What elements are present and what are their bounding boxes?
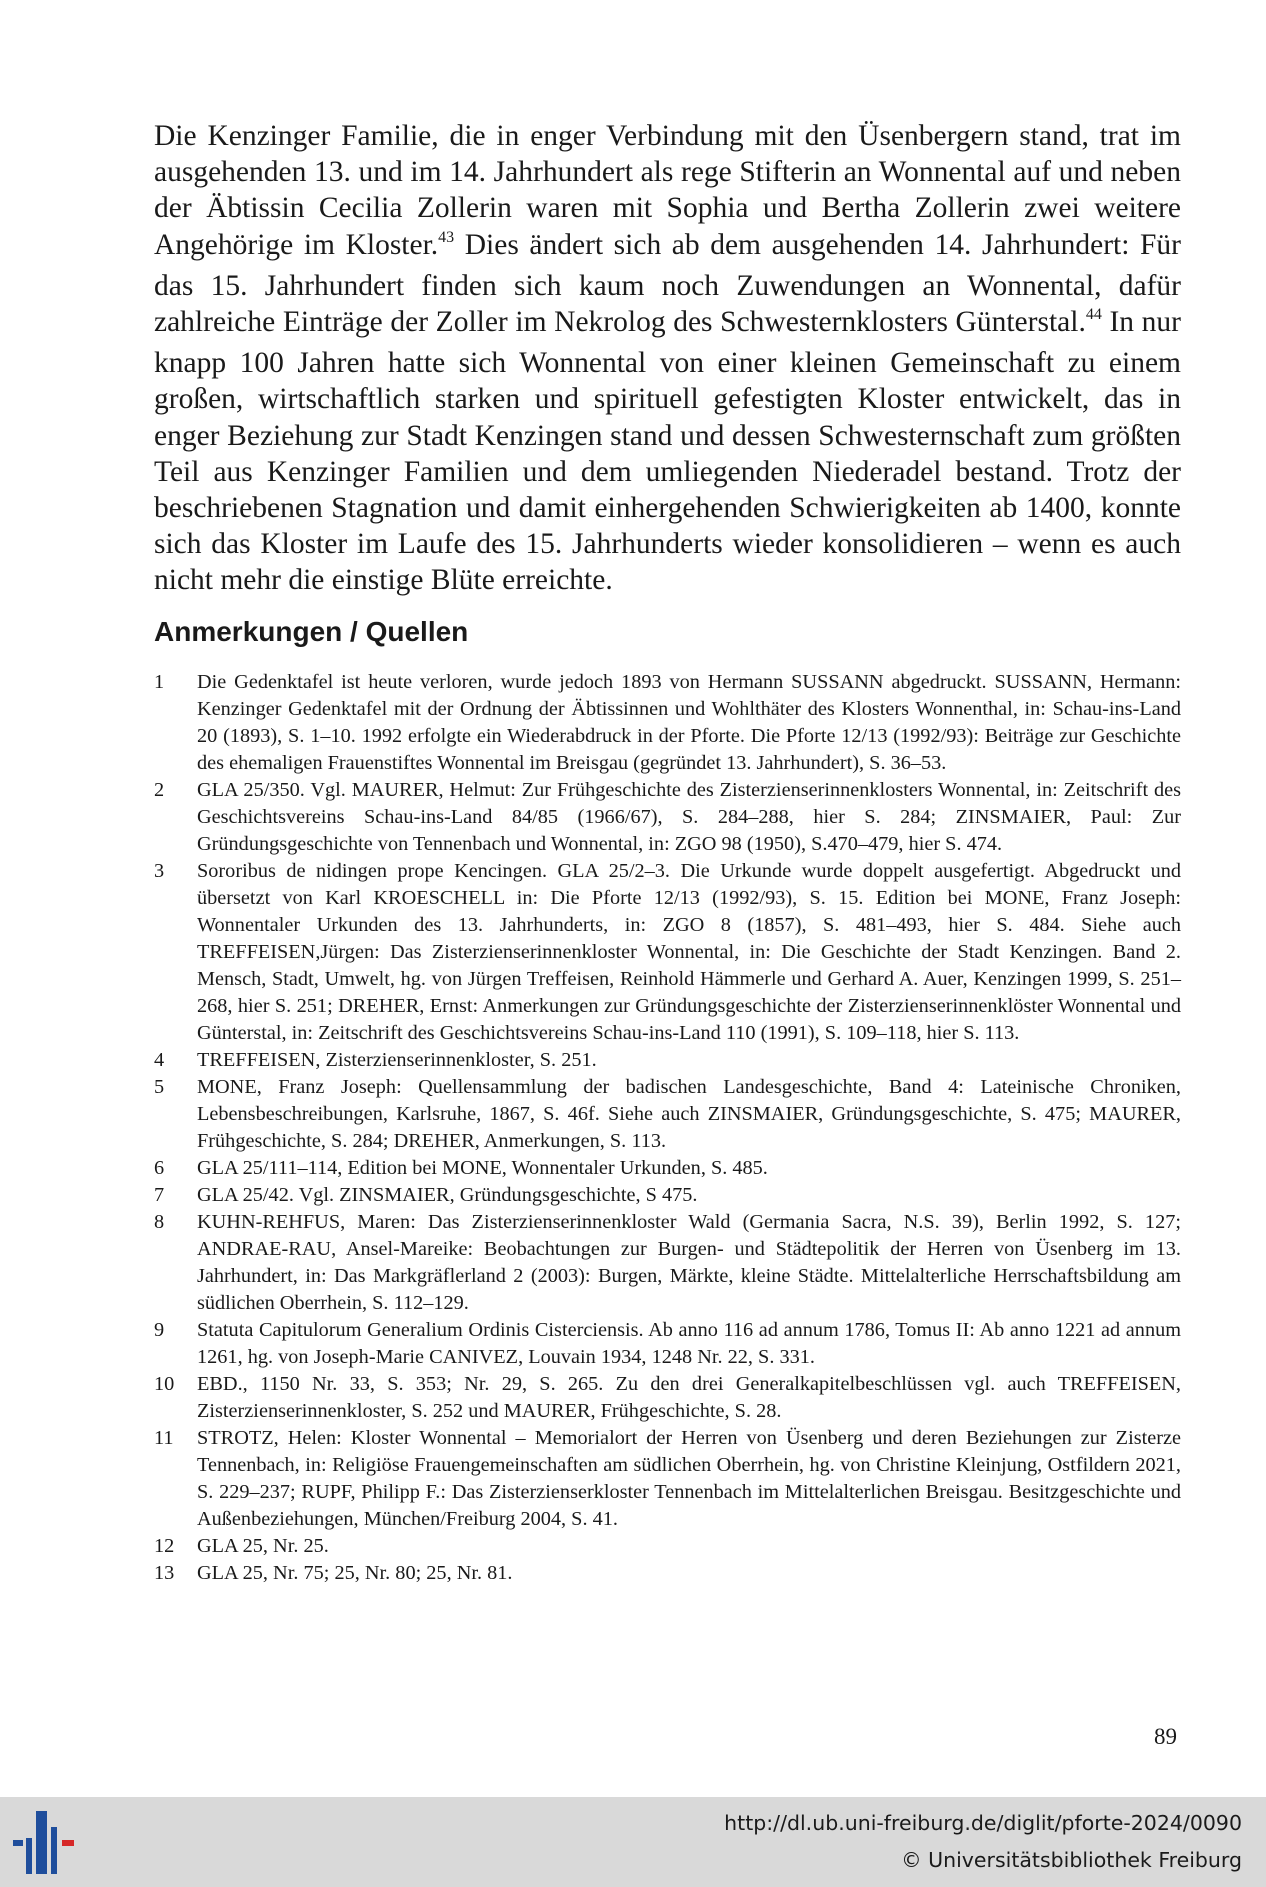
- endnote-text: TREFFEISEN, Zisterzienserinnenkloster, S. 251.: [197, 1049, 597, 1071]
- endnote: [154, 858, 1181, 1047]
- endnote-text: GLA 25/42. Vgl. ZINSMAIER, Gründungsgeschichte, S 475.: [197, 1184, 698, 1206]
- body-text-part-2: Dies ändert sich ab dem ausgehenden 14. Jahrhundert: Für das 15. Jahrhundert finden sich kaum noch Zuwendungen an Wonnental, dafür zahlreiche Einträge der Zoller im Nekrolog des Schwesternklosters Günterstal.: [154, 228, 1181, 339]
- endnote-text: Sororibus de nidingen prope Kencingen. GLA 25/2–3. Die Urkunde wurde doppelt ausgefertigt. Abgedruckt und übersetzt von Karl KROESCHELL in: Die Pforte 12/13 (1992/93), S. 15. Edition bei MONE, Franz Joseph: Wonnentaler Urkunden des 13. Jahrhunderts, in: ZGO 8 (1857), S. 481–493, hier S. 484. Siehe auch TREFFEISEN,Jürgen: Das Zisterzienserinnenkloster Wonnental, in: Die Geschichte der Stadt Kenzingen. Band 2. Mensch, Stadt, Umwelt, hg. von Jürgen Treffeisen, Reinhold Hämmerle und Gerhard A. Auer, Kenzingen 1999, S. 251–268, hier S. 251; DREHER, Ernst: Anmerkungen zur Gründungsgeschichte der Zisterzienserinnenklöster Wonnental und Günterstal, in: Zeitschrift des Geschichtsvereins Schau-ins-Land 110 (1991), S. 109–118, hier S. 113.: [197, 860, 1181, 1044]
- endnote-number: 12: [154, 1535, 175, 1557]
- endnote-number: 4: [154, 1049, 165, 1071]
- body-text-part-3: In nur knapp 100 Jahren hatte sich Wonnental von einer kleinen Gemeinschaft zu einem großen, wirtschaftlich starken und spirituell gefestigten Kloster entwickelt, das in enger Beziehung zur Stadt Kenzingen stand und dessen Schwesternschaft zum größten Teil aus Kenzinger Familien und dem umliegenden Niederadel bestand. Trotz der beschriebenen Stagnation und damit einhergehenden Schwierigkeiten ab 1400, konnte sich das Kloster im Laufe des 15. Jahrhunderts wieder konsolidieren – wenn es auch nicht mehr die einstige Blüte erreichte.: [154, 306, 1181, 597]
- endnote-number: 1: [154, 671, 165, 693]
- endnote: [154, 1317, 1181, 1371]
- endnote-text: GLA 25/350. Vgl. MAURER, Helmut: Zur Frühgeschichte des Zisterzienserinnenklosters Wonnental, in: Zeitschrift des Geschichtsvereins Schau-ins-Land 84/85 (1966/67), S. 284–288, hier S. 284; ZINSMAIER, Paul: Zur Gründungsgeschichte von Tennenbach und Wonnental, in: ZGO 98 (1950), S.470–479, hier S. 474.: [197, 779, 1181, 855]
- endnote-number: 3: [154, 860, 165, 882]
- endnote-text: GLA 25/111–114, Edition bei MONE, Wonnentaler Urkunden, S. 485.: [197, 1157, 768, 1179]
- endnote: [154, 1182, 1181, 1209]
- footnote-ref-43[interactable]: 43: [438, 228, 455, 246]
- page-number: 89: [1154, 1724, 1177, 1749]
- section-heading: Anmerkungen / Quellen: [154, 616, 469, 647]
- endnote-text: EBD., 1150 Nr. 33, S. 353; Nr. 29, S. 265. Zu den drei Generalkapitelbeschlüssen vgl. auch TREFFEISEN, Zisterzienserinnenkloster, S. 252 und MAURER, Frühgeschichte, S. 28.: [197, 1373, 1181, 1422]
- endnote-text: MONE, Franz Joseph: Quellensammlung der badischen Landesgeschichte, Band 4: Lateinische Chroniken, Lebensbeschreibungen, Karlsruhe, 1867, S. 46f. Siehe auch ZINSMAIER, Gründungsgeschichte, S. 475; MAURER, Frühgeschichte, S. 284; DREHER, Anmerkungen, S. 113.: [197, 1076, 1181, 1152]
- body-text-part-1: Die Kenzinger Familie, die in enger Verbindung mit den Üsenbergern stand, trat im ausgehenden 13. und im 14. Jahrhundert als rege Stifterin an Wonnental auf und neben der Äbtissin Cecilia Zollerin waren mit Sophia und Bertha Zollerin zwei weitere Angehörige im Kloster.: [154, 120, 1181, 261]
- endnotes-list: [154, 669, 1181, 1587]
- endnote: [154, 1560, 1181, 1587]
- endnote-number: 13: [154, 1562, 175, 1584]
- copyright-notice: © Universitätsbibliothek Freiburg: [901, 1848, 1242, 1872]
- footer-bar: [0, 1797, 1266, 1887]
- endnote: [154, 1047, 1181, 1074]
- endnote-number: 9: [154, 1319, 165, 1341]
- endnote-number: 7: [154, 1184, 165, 1206]
- endnote: [154, 1209, 1181, 1317]
- document-url[interactable]: [724, 1811, 1242, 1835]
- endnote: [154, 1533, 1181, 1560]
- endnote-number: 8: [154, 1211, 165, 1233]
- endnote-number: 10: [154, 1373, 175, 1395]
- endnote-text: GLA 25, Nr. 75; 25, Nr. 80; 25, Nr. 81.: [197, 1562, 513, 1584]
- ub-freiburg-logo-icon[interactable]: [12, 1809, 82, 1875]
- endnote: [154, 1155, 1181, 1182]
- endnote: [154, 777, 1181, 858]
- endnote-text: KUHN-REHFUS, Maren: Das Zisterzienserinnenkloster Wald (Germania Sacra, N.S. 39), Berlin 1992, S. 127; ANDRAE-RAU, Ansel-Mareike: Beobachtungen zur Burgen- und Städtepolitik der Herren von Üsenberg im 13. Jahrhundert, in: Das Markgräflerland 2 (2003): Burgen, Märkte, kleine Städte. Mittelalterliche Herrschaftsbildung am südlichen Oberrhein, S. 112–129.: [197, 1211, 1181, 1314]
- footnote-ref-44[interactable]: 44: [1085, 306, 1102, 324]
- endnote-text: Statuta Capitulorum Generalium Ordinis Cisterciensis. Ab anno 116 ad annum 1786, Tomus II: Ab anno 1221 ad annum 1261, hg. von Joseph-Marie CANIVEZ, Louvain 1934, 1248 Nr. 22, S. 331.: [197, 1319, 1181, 1368]
- endnote: [154, 1371, 1181, 1425]
- endnote: [154, 669, 1181, 777]
- endnote-text: GLA 25, Nr. 25.: [197, 1535, 329, 1557]
- endnote-text: STROTZ, Helen: Kloster Wonnental – Memorialort der Herren von Üsenberg und deren Beziehungen zur Zisterze Tennenbach, in: Religiöse Frauengemeinschaften am südlichen Oberrhein, hg. von Christine Kleinjung, Ostfildern 2021, S. 229–237; RUPF, Philipp F.: Das Zisterzienserkloster Tennenbach im Mittelalterlichen Breisgau. Besitzgeschichte und Außenbeziehungen, München/Freiburg 2004, S. 41.: [197, 1427, 1181, 1530]
- endnote-number: 5: [154, 1076, 165, 1098]
- endnote-number: 11: [154, 1427, 174, 1449]
- endnote-text: Die Gedenktafel ist heute verloren, wurde jedoch 1893 von Hermann SUSSANN abgedruckt. SUSSANN, Hermann: Kenzinger Gedenktafel mit der Ordnung der Äbtissinnen und Wohlthäter des Klosters Wonnenthal, in: Schau-ins-Land 20 (1893), S. 1–10. 1992 erfolgte ein Wiederabdruck in der Pforte. Die Pforte 12/13 (1992/93): Beiträge zur Geschichte des ehemaligen Frauenstiftes Wonnental im Breisgau (gegründet 13. Jahrhundert), S. 36–53.: [197, 671, 1181, 774]
- endnote: [154, 1425, 1181, 1533]
- endnote-number: 2: [154, 779, 165, 801]
- endnote-number: 6: [154, 1157, 165, 1179]
- endnote: [154, 1074, 1181, 1155]
- document-url-link[interactable]: http://dl.ub.uni-freiburg.de/diglit/pforte-2024/0090: [724, 1811, 1242, 1835]
- body-paragraph: [154, 118, 1181, 599]
